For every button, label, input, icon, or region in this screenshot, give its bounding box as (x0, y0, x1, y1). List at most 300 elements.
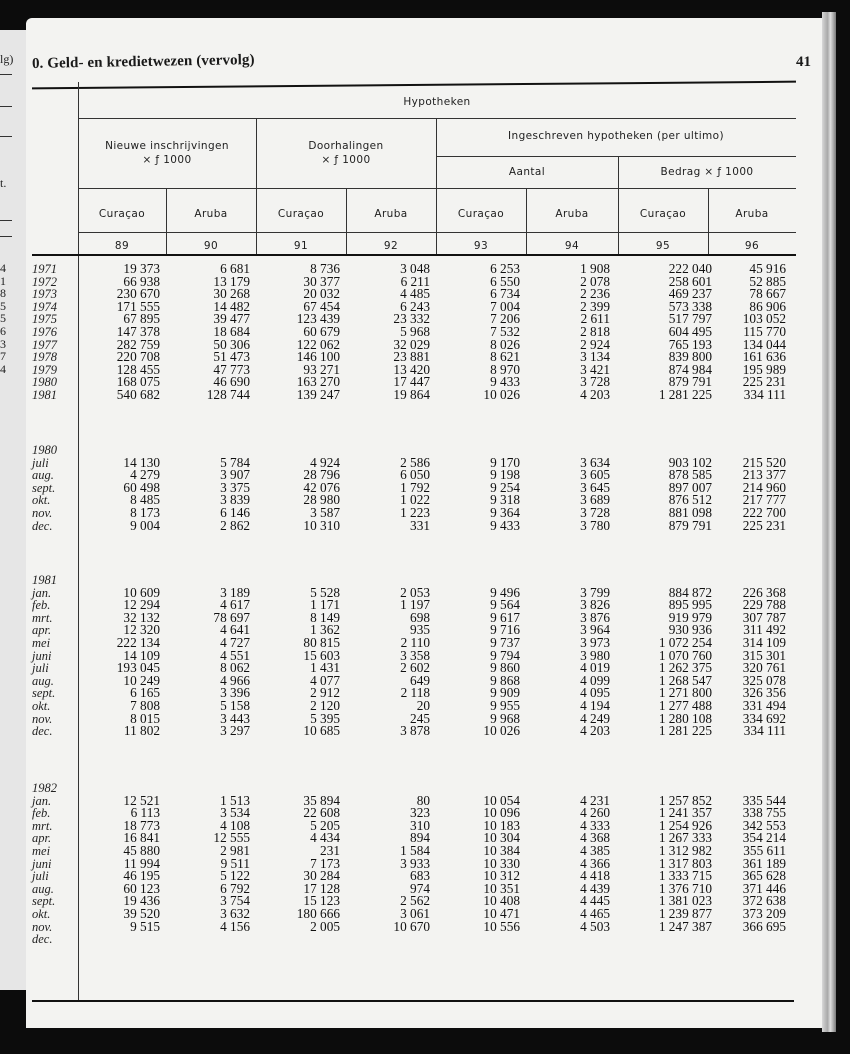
table-cell: 52 885 (749, 273, 786, 289)
table-cell: 30 284 (303, 868, 340, 884)
table-cell: 171 555 (116, 298, 160, 314)
table-cell: 4 366 (580, 855, 610, 871)
table-cell: 14 482 (213, 298, 250, 314)
subheader-curacao: Curaçao (457, 208, 505, 220)
table-cell: 19 436 (123, 893, 160, 909)
table-cell: 3 980 (580, 647, 610, 663)
table-cell: 1 584 (400, 842, 430, 858)
table-cell: 4 099 (580, 672, 610, 688)
table-cell: 4 156 (220, 918, 250, 934)
table-cell: 2 981 (220, 842, 250, 858)
table-cell: 1 022 (400, 492, 430, 508)
table-cell: 2 053 (400, 584, 430, 600)
table-cell: 334 111 (743, 723, 786, 739)
table-cell: 765 193 (668, 336, 712, 352)
row-label: juli (32, 869, 49, 884)
table-cell: 4 727 (220, 634, 250, 650)
table-cell: 193 045 (116, 660, 160, 676)
table-cell: 3 645 (580, 479, 610, 495)
table-cell: 10 685 (303, 723, 340, 739)
table-cell: 3 754 (220, 893, 250, 909)
table-cell: 30 377 (303, 273, 340, 289)
table-cell: 9 860 (490, 660, 520, 676)
table-cell: 1 267 333 (658, 830, 712, 846)
table-cell: 14 130 (123, 454, 160, 470)
row-label: dec. (32, 518, 53, 533)
table-cell: 9 198 (490, 467, 520, 483)
table-cell: 19 373 (123, 261, 160, 276)
table-cell: 1 431 (310, 660, 340, 676)
table-cell: 10 556 (483, 918, 520, 934)
table-cell: 7 206 (490, 311, 520, 327)
table-cell: 115 770 (743, 323, 786, 339)
table-cell: 5 784 (220, 454, 250, 470)
table-cell: 18 773 (123, 817, 160, 833)
row-label: juli (32, 661, 49, 676)
table-cell: 4 019 (580, 660, 610, 676)
table-cell: 4 194 (580, 697, 610, 713)
table-cell: 3 799 (580, 584, 610, 600)
table-cell: 46 690 (213, 374, 250, 390)
table-cell: 4 439 (580, 880, 610, 896)
table-cell: 338 755 (742, 805, 786, 821)
table-cell: 3 907 (220, 467, 250, 483)
header-doorhalingen-unit: × ƒ 1000 (321, 154, 371, 166)
table-cell: 839 800 (668, 349, 712, 365)
table-cell: 134 044 (742, 336, 786, 352)
table-cell: 147 378 (116, 323, 160, 339)
table-cell: 22 608 (303, 805, 340, 821)
table-cell: 23 881 (393, 349, 430, 365)
row-label: 1976 (32, 324, 57, 339)
table-cell: 258 601 (668, 273, 712, 289)
row-label: 1981 (32, 387, 57, 402)
table-cell: 3 297 (220, 723, 250, 739)
header-hypotheken: Hypotheken (403, 96, 471, 108)
table-cell: 1 281 225 (658, 386, 712, 402)
table-cell: 469 237 (668, 286, 712, 302)
data-column-94 (520, 263, 610, 402)
table-cell: 10 054 (483, 792, 520, 808)
table-cell: 1 513 (220, 792, 250, 808)
table-cell: 86 906 (749, 298, 786, 314)
table-cell: 3 421 (580, 361, 610, 377)
data-column-91 (250, 792, 340, 934)
table-cell: 311 492 (743, 622, 786, 638)
table-cell: 3 048 (400, 261, 430, 276)
table-cell: 334 692 (742, 710, 786, 726)
row-label: dec. (32, 724, 53, 739)
table-cell: 230 670 (116, 286, 160, 302)
row-label: 1975 (32, 312, 57, 327)
table-cell: 1 381 023 (658, 893, 712, 909)
table-cell: 3 933 (400, 855, 430, 871)
data-column-93 (430, 263, 520, 402)
row-label: sept. (32, 686, 56, 701)
table-cell: 10 384 (483, 842, 520, 858)
row-label: dec. (32, 932, 53, 947)
table-cell: 10 351 (483, 880, 520, 896)
row-label: juli (32, 455, 49, 470)
header-bottom-rule (32, 254, 796, 256)
table-cell: 4 485 (400, 286, 430, 302)
table-cell: 2 818 (580, 323, 610, 339)
table-cell: 8 149 (310, 609, 340, 625)
row-label: mrt. (32, 818, 53, 833)
table-cell: 12 555 (213, 830, 250, 846)
table-cell: 6 550 (490, 273, 520, 289)
bottom-rule (32, 1000, 794, 1002)
header-rule (78, 232, 796, 233)
table-cell: 23 332 (393, 311, 430, 327)
row-label: 1972 (32, 274, 57, 289)
table-cell: 8 736 (310, 261, 340, 276)
table-cell: 365 628 (742, 868, 786, 884)
table-cell: 20 (416, 697, 430, 713)
table-cell: 919 979 (668, 609, 712, 625)
table-cell: 8 970 (490, 361, 520, 377)
table-cell: 6 243 (400, 298, 430, 314)
facing-page-fragment: lg) (0, 52, 14, 66)
table-cell: 14 109 (123, 647, 160, 663)
table-cell: 215 520 (742, 454, 786, 470)
table-cell: 9 515 (130, 918, 160, 934)
table-cell: 226 368 (742, 584, 786, 600)
table-cell: 60 679 (303, 323, 340, 339)
data-column-94 (520, 584, 610, 739)
row-label: 1974 (32, 299, 57, 314)
table-cell: 231 (320, 842, 340, 858)
row-label: mrt. (32, 610, 53, 625)
table-cell: 7 808 (130, 697, 160, 713)
table-cell: 4 108 (220, 817, 250, 833)
row-label: okt. (32, 493, 51, 508)
row-label: 1979 (32, 362, 57, 377)
column-number: 94 (564, 240, 580, 252)
table-cell: 2 602 (400, 660, 430, 676)
row-label: sept. (32, 480, 56, 495)
table-cell: 6 253 (490, 261, 520, 276)
table-cell: 163 270 (296, 374, 340, 390)
table-cell: 78 667 (749, 286, 786, 302)
table-cell: 3 728 (580, 504, 610, 520)
table-cell: 1 792 (400, 479, 430, 495)
column-number: 93 (473, 240, 489, 252)
table-cell: 1 070 760 (658, 647, 712, 663)
table-cell: 894 (410, 830, 430, 846)
row-label: nov. (32, 505, 53, 520)
table-cell: 19 864 (393, 386, 430, 402)
table-cell: 4 095 (580, 685, 610, 701)
table-cell: 6 165 (130, 685, 160, 701)
table-cell: 2 586 (400, 454, 430, 470)
table-cell: 326 356 (742, 685, 786, 701)
document-page (26, 18, 822, 1028)
table-cell: 4 434 (310, 830, 340, 846)
table-cell: 878 585 (668, 467, 712, 483)
table-cell: 3 973 (580, 634, 610, 650)
table-cell: 3 134 (580, 349, 610, 365)
table-cell: 9 364 (490, 504, 520, 520)
table-cell: 320 761 (742, 660, 786, 676)
table-cell: 1 254 926 (658, 817, 712, 833)
table-cell: 47 773 (213, 361, 250, 377)
data-column-93 (430, 792, 520, 934)
table-cell: 6 681 (220, 261, 250, 276)
table-cell: 30 268 (213, 286, 250, 302)
table-cell: 245 (410, 710, 430, 726)
table-cell: 4 279 (130, 467, 160, 483)
subheader-curacao: Curaçao (98, 208, 146, 220)
table-cell: 331 (410, 517, 430, 533)
header-ingeschreven: Ingeschreven hypotheken (per ultimo) (508, 130, 724, 142)
table-cell: 331 494 (742, 697, 786, 713)
table-cell: 974 (410, 880, 430, 896)
table-cell: 3 689 (580, 492, 610, 508)
column-number: 90 (203, 240, 219, 252)
header-rule (78, 118, 796, 119)
table-cell: 4 966 (220, 672, 250, 688)
table-cell: 67 454 (303, 298, 340, 314)
table-cell: 5 528 (310, 584, 340, 600)
row-label: nov. (32, 919, 53, 934)
table-cell: 935 (410, 622, 430, 638)
table-cell: 3 876 (580, 609, 610, 625)
table-cell: 1 281 225 (658, 723, 712, 739)
row-label: jan. (32, 793, 52, 808)
table-cell: 1 312 982 (658, 842, 712, 858)
subheader-aruba: Aruba (374, 208, 408, 220)
table-cell: 11 994 (123, 855, 160, 871)
facing-page-fragment: t. (0, 176, 7, 190)
row-label: apr. (32, 623, 52, 638)
data-column-93 (430, 584, 520, 739)
table-cell: 128 744 (206, 386, 250, 402)
table-cell: 6 113 (130, 805, 160, 821)
table-cell: 9 716 (490, 622, 520, 638)
table-cell: 282 759 (116, 336, 160, 352)
table-cell: 32 132 (123, 609, 160, 625)
table-cell: 3 396 (220, 685, 250, 701)
table-cell: 5 205 (310, 817, 340, 833)
table-cell: 18 684 (213, 323, 250, 339)
table-cell: 9 433 (490, 374, 520, 390)
table-cell: 895 995 (668, 597, 712, 613)
table-cell: 10 310 (303, 517, 340, 533)
row-label: mei (32, 843, 51, 858)
table-cell: 683 (410, 868, 430, 884)
row-label: feb. (32, 598, 51, 613)
subheader-aruba: Aruba (735, 208, 769, 220)
table-cell: 372 638 (742, 893, 786, 909)
header-nieuwe-inschrijvingen: Nieuwe inschrijvingen (105, 140, 229, 152)
table-cell: 4 924 (310, 454, 340, 470)
table-cell: 4 231 (580, 792, 610, 808)
table-cell: 366 695 (742, 918, 786, 934)
table-cell: 1 223 (400, 504, 430, 520)
table-cell: 220 708 (116, 349, 160, 365)
table-cell: 1 362 (310, 622, 340, 638)
row-label: aug. (32, 673, 54, 688)
table-cell: 15 603 (303, 647, 340, 663)
table-cell: 195 989 (742, 361, 786, 377)
divider (0, 220, 12, 221)
table-cell: 604 495 (668, 323, 712, 339)
table-cell: 10 609 (123, 584, 160, 600)
table-cell: 1 197 (400, 597, 430, 613)
header-aantal: Aantal (508, 166, 546, 178)
table-cell: 123 439 (296, 311, 340, 327)
table-cell: 9 433 (490, 517, 520, 533)
data-column-90 (160, 454, 250, 533)
facing-page-digits: 4 1 8 5 5 6 3 7 4 (0, 261, 6, 376)
table-cell: 9 955 (490, 697, 520, 713)
divider (0, 136, 12, 137)
table-cell: 214 960 (742, 479, 786, 495)
block-year: 1980 (32, 443, 57, 457)
table-cell: 4 465 (580, 905, 610, 921)
table-cell: 1 376 710 (658, 880, 712, 896)
table-cell: 45 880 (123, 842, 160, 858)
table-cell: 2 120 (310, 697, 340, 713)
data-column-92 (340, 584, 430, 739)
table-cell: 335 544 (742, 792, 786, 808)
table-cell: 1 271 800 (658, 685, 712, 701)
table-cell: 5 122 (220, 868, 250, 884)
table-cell: 3 189 (220, 584, 250, 600)
table-cell: 9 254 (490, 479, 520, 495)
table-cell: 5 395 (310, 710, 340, 726)
table-cell: 12 294 (123, 597, 160, 613)
table-cell: 573 338 (668, 298, 712, 314)
table-cell: 12 320 (123, 622, 160, 638)
table-cell: 2 078 (580, 273, 610, 289)
table-cell: 5 968 (400, 323, 430, 339)
page-number: 41 (796, 54, 811, 70)
table-cell: 225 231 (742, 517, 786, 533)
table-cell: 342 553 (742, 817, 786, 833)
table-cell: 9 868 (490, 672, 520, 688)
table-cell: 42 076 (303, 479, 340, 495)
table-cell: 897 007 (668, 479, 712, 495)
row-label: okt. (32, 698, 51, 713)
table-cell: 1 908 (580, 261, 610, 276)
table-cell: 20 032 (303, 286, 340, 302)
divider (0, 106, 12, 107)
table-cell: 371 446 (742, 880, 786, 896)
table-cell: 9 170 (490, 454, 520, 470)
data-column-92 (340, 792, 430, 934)
table-cell: 6 050 (400, 467, 430, 483)
table-cell: 3 605 (580, 467, 610, 483)
table-cell: 879 791 (668, 374, 712, 390)
table-cell: 9 794 (490, 647, 520, 663)
table-cell: 78 697 (213, 609, 250, 625)
row-label: okt. (32, 906, 51, 921)
facing-page-edge (0, 30, 27, 990)
table-cell: 93 271 (303, 361, 340, 377)
table-cell: 80 815 (303, 634, 340, 650)
data-column-94 (520, 454, 610, 533)
table-cell: 10 670 (393, 918, 430, 934)
row-label: aug. (32, 468, 54, 483)
column-number: 89 (114, 240, 130, 252)
table-cell: 9 496 (490, 584, 520, 600)
table-cell: 28 980 (303, 492, 340, 508)
table-cell: 1 247 387 (658, 918, 712, 934)
table-cell: 10 026 (483, 386, 520, 402)
table-cell: 323 (410, 805, 430, 821)
table-cell: 1 171 (310, 597, 340, 613)
table-cell: 1 241 357 (658, 805, 712, 821)
table-cell: 128 455 (116, 361, 160, 377)
section-title: 0. Geld- en kredietwezen (vervolg) (31, 52, 255, 72)
row-label: 1973 (32, 287, 57, 302)
table-cell: 314 109 (742, 634, 786, 650)
data-column-90 (160, 792, 250, 934)
table-cell: 10 471 (483, 905, 520, 921)
table-cell: 3 358 (400, 647, 430, 663)
table-cell: 17 128 (303, 880, 340, 896)
table-cell: 222 134 (116, 634, 160, 650)
row-label: feb. (32, 806, 51, 821)
table-cell: 315 301 (742, 647, 786, 663)
table-cell: 3 878 (400, 723, 430, 739)
table-cell: 3 061 (400, 905, 430, 921)
column-number: 92 (383, 240, 399, 252)
row-label: apr. (32, 831, 52, 846)
table-cell: 354 214 (742, 830, 786, 846)
table-cell: 217 777 (742, 492, 786, 508)
table-cell: 60 123 (123, 880, 160, 896)
table-cell: 3 839 (220, 492, 250, 508)
row-label: mei (32, 635, 51, 650)
table-cell: 2 862 (220, 517, 250, 533)
table-cell: 310 (410, 817, 430, 833)
table-cell: 146 100 (296, 349, 340, 365)
table-cell: 3 587 (310, 504, 340, 520)
data-column-96 (696, 792, 786, 934)
table-cell: 60 498 (123, 479, 160, 495)
table-cell: 8 026 (490, 336, 520, 352)
block-year: 1981 (32, 573, 57, 587)
data-column-91 (250, 584, 340, 739)
table-cell: 9 004 (130, 517, 160, 533)
table-cell: 2 399 (580, 298, 610, 314)
table-cell: 8 062 (220, 660, 250, 676)
table-cell: 10 330 (483, 855, 520, 871)
table-cell: 12 521 (123, 792, 160, 808)
table-cell: 11 802 (123, 723, 160, 739)
column-number: 96 (744, 240, 760, 252)
table-cell: 1 072 254 (658, 634, 712, 650)
table-cell: 517 797 (668, 311, 712, 327)
table-cell: 2 912 (310, 685, 340, 701)
subheader-curacao: Curaçao (277, 208, 325, 220)
data-column-96 (696, 454, 786, 533)
table-cell: 7 532 (490, 323, 520, 339)
table-cell: 6 734 (490, 286, 520, 302)
table-cell: 2 236 (580, 286, 610, 302)
table-cell: 161 636 (742, 349, 786, 365)
column-number: 95 (655, 240, 671, 252)
table-cell: 2 110 (400, 634, 430, 650)
row-label: jan. (32, 585, 52, 600)
header-doorhalingen: Doorhalingen (308, 140, 384, 152)
header-rule (78, 188, 796, 189)
divider (0, 74, 12, 75)
table-cell: 46 195 (123, 868, 160, 884)
